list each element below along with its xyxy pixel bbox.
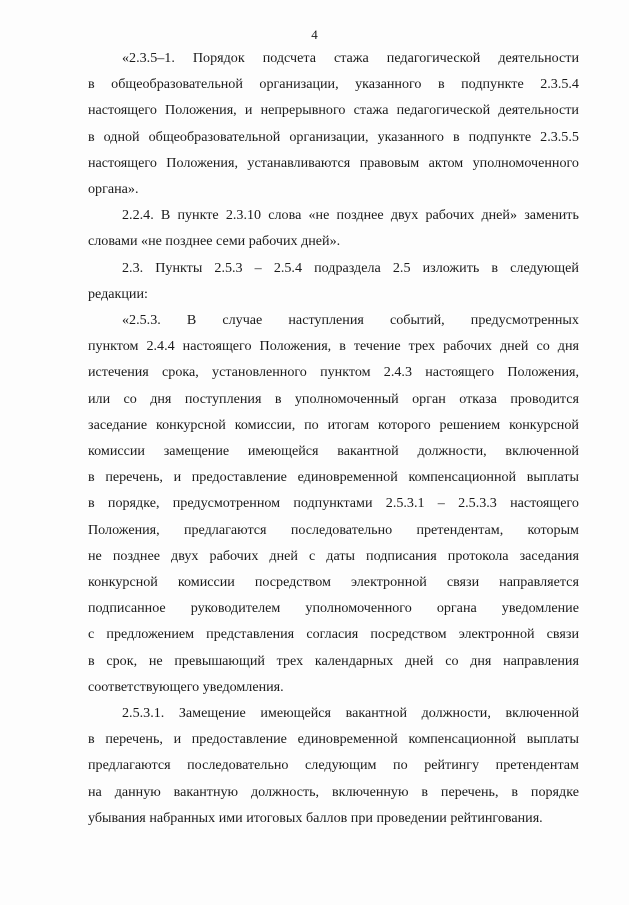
text-line: предлагаются последовательно следующим по рейтингу претендентам bbox=[88, 757, 579, 774]
text-line: 2.3. Пункты 2.5.3 – 2.5.4 подраздела 2.5 изложить в следующей bbox=[122, 259, 579, 276]
paragraph-2-5-3-1 bbox=[88, 700, 579, 831]
text-line: на данную вакантную должность, включенную в перечень, в порядке bbox=[88, 783, 579, 800]
text-line: органа». bbox=[88, 181, 139, 198]
text-line: «2.5.3. В случае наступления событий, предусмотренных bbox=[122, 312, 579, 329]
text-line: в порядке, предусмотренном подпунктами 2.5.3.1 – 2.5.3.3 настоящего bbox=[88, 495, 579, 512]
text-line: комиссии замещение имеющейся вакантной должности, включенной bbox=[88, 443, 579, 460]
text-line: заседание конкурсной комиссии, по итогам которого решением конкурсной bbox=[88, 416, 579, 433]
paragraph-2-5-3 bbox=[88, 307, 579, 700]
text-line: в перечень, и предоставление единовременной компенсационной выплаты bbox=[88, 731, 579, 748]
text-line: 2.5.3.1. Замещение имеющейся вакантной должности, включенной bbox=[122, 705, 579, 722]
text-line: не позднее двух рабочих дней с даты подписания протокола заседания bbox=[88, 547, 579, 564]
text-line: Положения, предлагаются последовательно претендентам, которым bbox=[88, 521, 579, 538]
text-line: в одной общеобразовательной организации, указанного в подпункте 2.3.5.5 bbox=[88, 128, 579, 145]
text-line: в срок, не превышающий трех календарных дней со дня направления bbox=[88, 652, 579, 669]
text-line: в перечень, и предоставление единовременной компенсационной выплаты bbox=[88, 469, 579, 486]
text-line: настоящего Положения, устанавливаются правовым актом уполномоченного bbox=[88, 154, 579, 171]
text-line: «2.3.5–1. Порядок подсчета стажа педагогической деятельности bbox=[122, 50, 579, 66]
page-number: 4 bbox=[311, 27, 318, 42]
paragraph-2-3-5-1 bbox=[88, 45, 579, 202]
text-line: редакции: bbox=[88, 285, 148, 302]
text-line: в общеобразовательной организации, указанного в подпункте 2.3.5.4 bbox=[88, 76, 579, 93]
text-line: убывания набранных ими итоговых баллов при проведении рейтингования. bbox=[88, 809, 543, 826]
text-line: 2.2.4. В пункте 2.3.10 слова «не позднее двух рабочих дней» заменить bbox=[122, 207, 579, 224]
text-line: соответствующего уведомления. bbox=[88, 678, 284, 695]
text-line: подписанное руководителем уполномоченного органа уведомление bbox=[88, 600, 579, 617]
text-line: пунктом 2.4.4 настоящего Положения, в течение трех рабочих дней со дня bbox=[88, 338, 579, 355]
document-body bbox=[88, 45, 579, 831]
text-line: истечения срока, установленного пунктом 2.4.3 настоящего Положения, bbox=[88, 364, 579, 381]
text-line: настоящего Положения, и непрерывного стажа педагогической деятельности bbox=[88, 102, 579, 119]
text-line: или со дня поступления в уполномоченный орган отказа проводится bbox=[88, 390, 579, 407]
text-line: с предложением представления согласия посредством электронной связи bbox=[88, 626, 579, 643]
paragraph-2-2-4 bbox=[88, 202, 579, 254]
paragraph-2-3 bbox=[88, 255, 579, 307]
text-line: словами «не позднее семи рабочих дней». bbox=[88, 233, 341, 250]
text-line: конкурсной комиссии посредством электронной связи направляется bbox=[88, 574, 579, 591]
